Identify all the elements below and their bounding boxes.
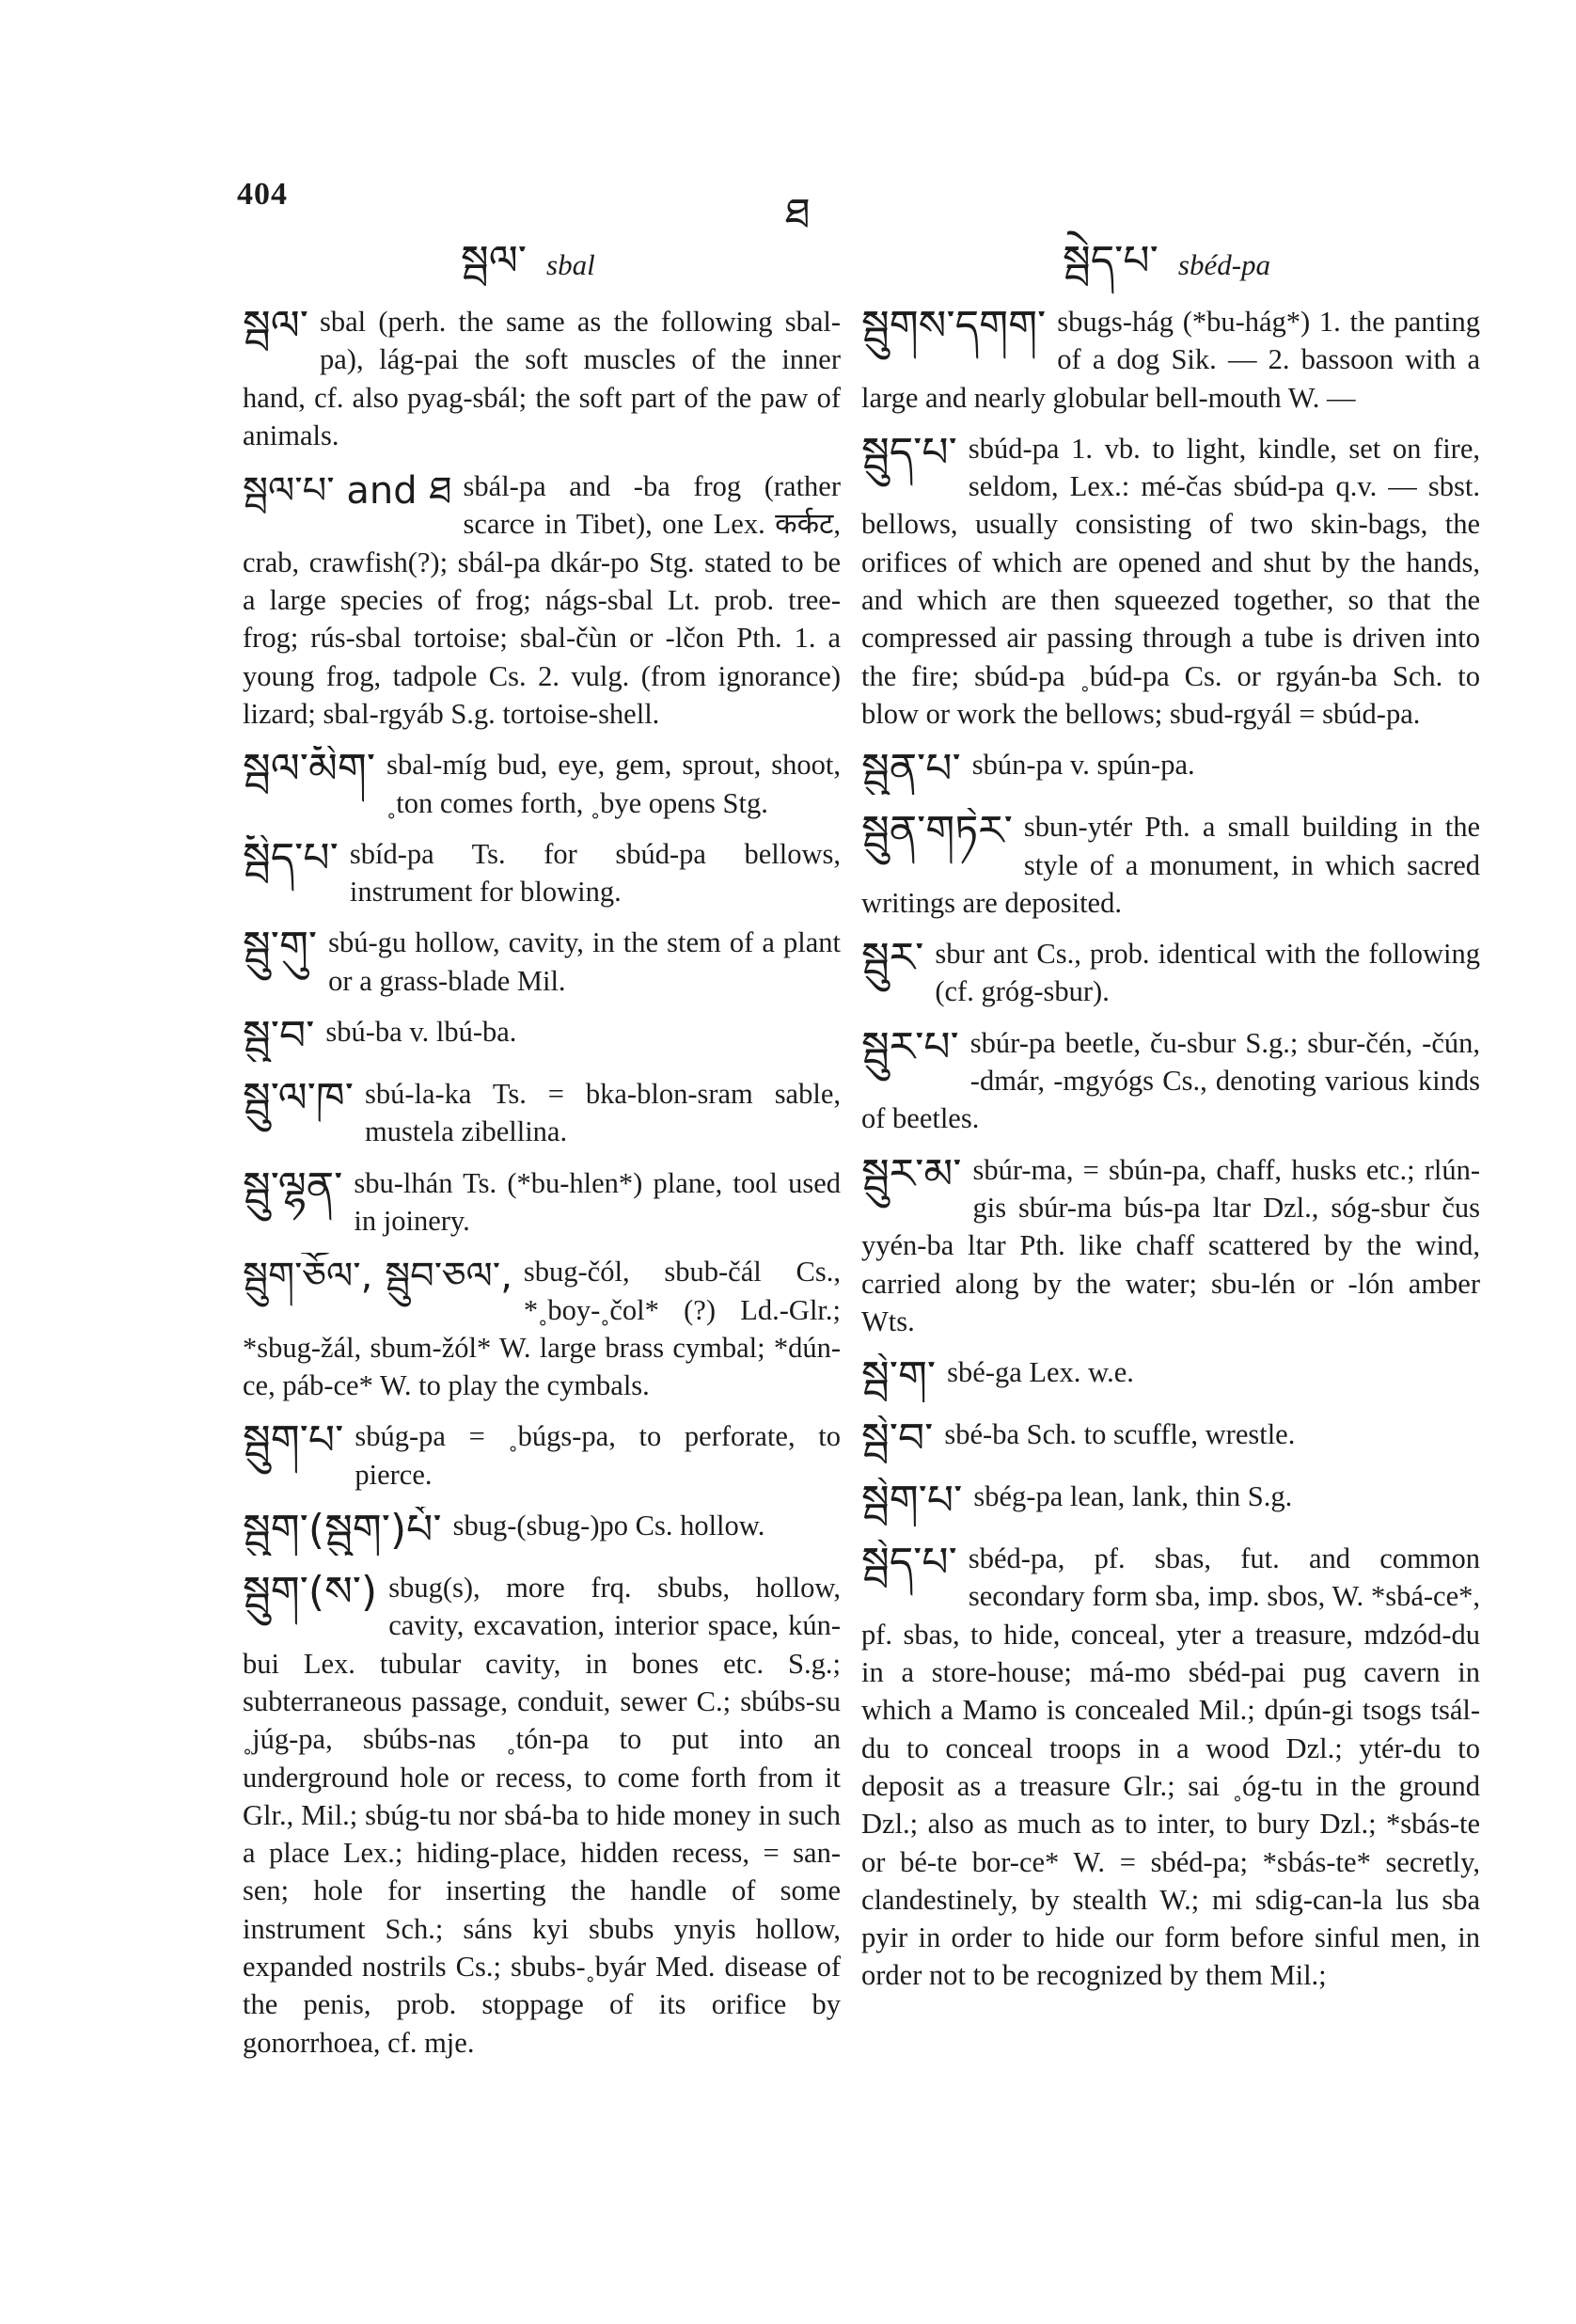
dictionary-entry bbox=[243, 1253, 841, 1404]
dictionary-entry bbox=[861, 1478, 1480, 1526]
entry-headword: སྦིད་པ་ bbox=[243, 834, 339, 882]
entry-headword: སྦུག་པ་ bbox=[243, 1417, 344, 1465]
dictionary-entry bbox=[861, 746, 1480, 795]
dictionary-entry bbox=[243, 1075, 841, 1151]
dictionary-entry bbox=[861, 1024, 1480, 1138]
entry-headword: སྦུ་གུ་ bbox=[243, 924, 318, 972]
entry-text: sbúr-pa beetle, ču-sbur S.g.; sbur-čén, -čún, -dmár, -mgyógs Cs., denoting various kinds of beetles. bbox=[861, 1026, 1480, 1135]
entry-headword: སྦལ་མིག་ bbox=[243, 746, 376, 794]
dictionary-entry bbox=[243, 467, 841, 733]
entry-text: sbúd-pa 1. vb. to light, kindle, set on fire, seldom, Lex.: mé-čas sbúd-pa q.v. — sbst. bellows, usually consisting of two skin-bags, the orifices of which are opened and shut by the hands, and which are then squeezed together, so that the compressed air passing through a tube is driven into the fire; sbúd-pa ˳búd-pa Cs. or rgyán-ba Sch. to blow or work the bellows; sbud-rgyál = sbúd-pa. bbox=[861, 432, 1480, 730]
dictionary-entry bbox=[861, 1540, 1480, 1995]
entry-headword: སྦེག་པ་ bbox=[861, 1478, 963, 1526]
entry-text: sbú-ba v. lbú-ba. bbox=[325, 1016, 517, 1049]
entry-text: sbíd-pa Ts. for sbúd-pa bellows, instrument for blowing. bbox=[349, 837, 841, 909]
entry-headword: སྦུ་ལྷན་ bbox=[243, 1163, 343, 1211]
dictionary-entry bbox=[243, 1417, 841, 1494]
dictionary-entry bbox=[243, 303, 841, 454]
entry-text: sbun-ytér Pth. a small building in the style of a monument, in which sacred writings are deposited. bbox=[861, 811, 1480, 919]
dictionary-entry bbox=[243, 1569, 841, 2062]
entry-headword: སྦུན་པ་ bbox=[861, 746, 961, 794]
dictionary-entry bbox=[243, 746, 841, 822]
page-number: 404 bbox=[237, 177, 288, 212]
dictionary-entry bbox=[243, 1013, 841, 1062]
entry-text: sbal-míg bud, eye, gem, sprout, shoot, ˳ton comes forth, ˳bye opens Stg. bbox=[386, 749, 841, 819]
entry-text: sbú-la-ka Ts. = bka-blon-sram sable, mustela zibellina. bbox=[364, 1078, 841, 1148]
header-right-translit: sbéd-pa bbox=[1177, 248, 1271, 281]
header-left-tibetan: སྦལ་ bbox=[461, 238, 528, 284]
entry-headword: སྦུག་(སྦུག་)པོ་ bbox=[243, 1507, 442, 1555]
entry-headword: སྦུར་མ་ bbox=[861, 1150, 962, 1198]
dictionary-entry bbox=[243, 1507, 841, 1556]
entry-text: sbé-ga Lex. w.e. bbox=[947, 1356, 1134, 1389]
dictionary-entry bbox=[243, 835, 841, 911]
entry-headword: སྦུད་པ་ bbox=[861, 429, 957, 477]
entry-headword: སྦུག་(ས་) bbox=[243, 1569, 378, 1617]
dictionary-entry bbox=[861, 1415, 1480, 1464]
entry-text: sbál-pa and -ba frog (rather scarce in Tibet), one Lex. कर्कट, crab, crawfish(?); sbál-pa dkár-po Stg. stated to be a large species of frog; nágs-sbal Lt. prob. tree-frog; rús-sbal tortoise; sbal-čùn or -lčon Pth. 1. a young frog, tadpole Cs. 2. vulg. (from ignorance) lizard; sbal-rgyáb S.g. tortoise-shell. bbox=[243, 470, 841, 730]
entry-text: sbu-lhán Ts. (*bu-hlen*) plane, tool used in joinery. bbox=[354, 1166, 841, 1237]
entry-text: sbé-ba Sch. to scuffle, wrestle. bbox=[944, 1418, 1296, 1451]
entry-headword: སྦལ་ bbox=[243, 303, 309, 350]
entry-headword: སྦུག་ཅོལ་, སྦུབ་ཅལ་, bbox=[243, 1255, 512, 1299]
dictionary-entry bbox=[861, 808, 1480, 922]
entry-headword: སྦུགས་དགག་ bbox=[861, 303, 1047, 350]
entry-headword: སྦུ་ལ་ཁ་ bbox=[243, 1075, 354, 1123]
dictionary-entry bbox=[243, 924, 841, 1000]
entry-headword: སྦུར་ bbox=[861, 935, 924, 983]
left-column bbox=[243, 303, 841, 2075]
entry-text: sbúr-ma, = sbún-pa, chaff, husks etc.; rlún-gis sbúr-ma bús-pa ltar Dzl., sóg-sbur čus yyén-ba ltar Pth. like chaff scattered by the wind, carried along by the water; sbu-lén or -lón amber Wts. bbox=[861, 1153, 1480, 1337]
dictionary-entry bbox=[243, 1164, 841, 1241]
entry-headword: སྦེ་བ་ bbox=[861, 1415, 934, 1463]
entry-headword: སྦེད་པ་ bbox=[861, 1540, 957, 1588]
entry-headword: སྦལ་པ་ and ཐ bbox=[243, 469, 452, 514]
dictionary-entry bbox=[861, 1353, 1480, 1402]
dictionary-entry bbox=[861, 1151, 1480, 1340]
entry-headword: སྦུན་གཏེར་ bbox=[861, 808, 1013, 856]
header-left-translit: sbal bbox=[546, 248, 595, 281]
dictionary-entry bbox=[861, 935, 1480, 1011]
entry-text: sbúg-pa = ˳búgs-pa, to perforate, to pierce. bbox=[355, 1420, 841, 1491]
entry-text: sbú-gu hollow, cavity, in the stem of a plant or a grass-blade Mil. bbox=[328, 926, 841, 997]
entry-text: sbug-čól, sbub-čál Cs., *˳boy-˳čol* (?) Ld.-Glr.; *sbug-žál, sbum-žól* W. large brass cymbal; *dún-ce, páb-ce* W. to play the cymbals. bbox=[243, 1256, 841, 1402]
entry-headword: སྦེ་ག་ bbox=[861, 1353, 937, 1401]
entry-text: sbég-pa lean, lank, thin S.g. bbox=[973, 1480, 1293, 1513]
right-column bbox=[861, 303, 1480, 2008]
dictionary-entry bbox=[861, 303, 1480, 417]
entry-text: sbug(s), more frq. sbubs, hollow, cavity, excavation, interior space, kún-bui Lex. tubular cavity, in bones etc. S.g.; subterraneous passage, conduit, sewer C.; sbúbs-su ˳júg-pa, sbúbs-nas ˳tón-pa to put into an underground hole or recess, to come forth from it Glr., Mil.; sbúg-tu nor sbá-ba to hide money in such a place Lex.; hiding-place, hidden recess, = san-sen; hole for inserting the handle of some instrument Sch.; sáns kyi sbubs ynyis hollow, expanded nostrils Cs.; sbubs-˳byár Med. disease of the penis, prob. stoppage of its orifice by gonorrhoea, cf. mje. bbox=[243, 1572, 841, 2059]
header-right-tibetan: སྦེད་པ་ bbox=[1063, 238, 1158, 284]
section-letter: ཐ bbox=[785, 191, 811, 237]
dictionary-entry bbox=[861, 430, 1480, 733]
entry-text: sbéd-pa, pf. sbas, fut. and common secondary form sba, imp. sbos, W. *sbá-ce*, pf. sbas, to hide, conceal, yter a treasure, mdzód-du in a store-house; má-mo sbéd-pai pug cavern in which a Mamo is concealed Mil.; dpún-gi tsogs tsál-du to conceal troops in a wood Dzl.; ytér-du to deposit as a treasure Glr.; sai ˳óg-tu in the ground Dzl.; also as much as to inter, to bury Dzl.; *sbás-te or bé-te bor-ce* W. = sbéd-pa; *sbás-te* secretly, clandestinely, by stealth W.; mi sdig-can-la lus sba pyir in order to hide our form before sinful men, in order not to be recognized by them Mil.; bbox=[861, 1542, 1480, 1992]
entry-text: sbur ant Cs., prob. identical with the following (cf. gróg-sbur). bbox=[935, 938, 1480, 1008]
entry-text: sbún-pa v. spún-pa. bbox=[971, 749, 1195, 782]
entry-text: sbugs-hág (*bu-hág*) 1. the panting of a dog Sik. — 2. bassoon with a large and nearly globular bell-mouth W. — bbox=[861, 306, 1480, 414]
entry-headword: སྦུ་བ་ bbox=[243, 1013, 315, 1061]
entry-headword: སྦུར་པ་ bbox=[861, 1023, 959, 1071]
entry-text: sbug-(sbug-)po Cs. hollow. bbox=[452, 1510, 765, 1542]
entry-text: sbal (perh. the same as the following sbal-pa), lág-pai the soft muscles of the inner hand, cf. also pyag-sbál; the soft part of the paw of animals. bbox=[243, 306, 841, 451]
